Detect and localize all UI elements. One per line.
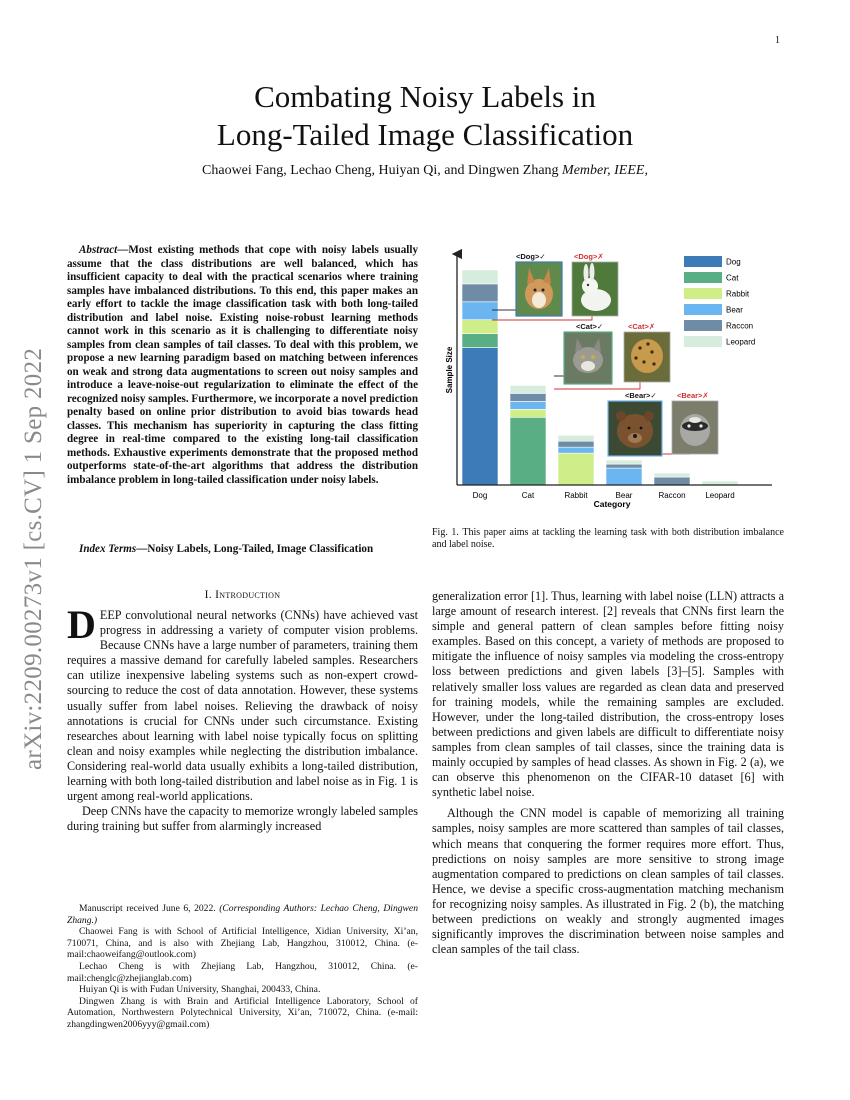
bar-bear-raccon [606,464,642,468]
legend-swatch-rabbit [684,288,722,299]
figure-caption: Fig. 1. This paper aims at tackling the learning task with both distribution imbalance and label noise. [432,527,784,550]
footnote-affiliation-zhang: Dingwen Zhang is with Brain and Artificial Intelligence Laboratory, School of Automation, Northwestern Polytechnical University, Xi’an, 710072, China. (e-mail: zhangdingwen2006yyy@gmail.com) [67,995,418,1030]
intro-right-column [432,589,784,957]
legend-swatch-raccon [684,320,722,331]
footnote-affiliation-qi: Huiyan Qi is with Fudan University, Shanghai, 200433, China. [79,984,321,996]
drop-cap: D [67,602,96,647]
cat-noisy-tag: <Cat>✗ [628,322,656,331]
abstract-text: —Most existing methods that cope with noisy labels usually assume that the class distributions are well balanced, which has insufficient capacity to deal with the practical scenarios where training samples have imbalanced distributions. To this end, this paper makes an early effort to tackle the image classification task with both long-tailed distribution and label noise. Existing noise-robust learning methods cannot work in this scenario as it is challenging to differentiate noisy samples from clean samples of tail classes. To deal with this problem, we propose a new learning paradigm based on matching between inferences on weak and strong data augmentations to screen out noisy samples and introduce a leave-noise-out regularization to eliminate the effect of the recognized noisy samples. Furthermore, we incorporate a novel prediction penalty based on online prior distribution to avoid bias towards head classes. This mechanism has superiority in capturing the class fitting degree in real-time compared to the existing long-tail classification methods. Exhaustive experiments demonstrate that the proposed method outperforms state-of-the-art algorithms that address the distribution imbalance problem in long-tailed classification under noisy labels. [67,244,418,486]
y-axis-label: Sample Size [445,346,454,394]
section-heading: I. Introduction [204,589,281,601]
x-axis-label: Category [593,499,631,509]
dog-noisy-thumbnail [572,262,618,316]
footnote-corresponding: (Corresponding Authors: Lechao Cheng, Dingwen Zhang.) [67,903,418,926]
bar-bear-bear [606,468,642,485]
x-tick-raccon: Raccon [658,491,686,500]
legend-swatch-leopard [684,336,722,347]
paper-title [0,78,850,154]
bar-rabbit-raccon [558,441,594,447]
abstract [67,244,418,487]
legend-label-leopard: Leopard [726,337,756,347]
intro-left-column [67,602,418,834]
intro-paragraph-3: generalization error [1]. Thus, learning with label noise (LLN) attracts a large amount of research interest. [2] reveals that CNNs first learn the simple and general pattern of clean samples before fitting noisy examples. Based on this concept, a variety of methods are proposed to mitigate the influence of noisy samples via modeling the cross-entropy loss between predictions and given labels [3]–[5]. Samples with relatively smaller loss values are regarded as clean data and preserved for training models, while the remaining samples are excluded. However, under the long-tailed distribution, the cross-entropy loses between predictions and given labels are difficult to differentiate noisy samples from clean samples of tail classes, since the training data is mainly occupied by samples of head classes. As shown in Fig. 2 (a), we can observe this phenomenon on the CIFAR-10 dataset [6] with synthetic label noise. [432,589,784,800]
bar-dog-rabbit [462,320,498,334]
abstract-label: Abstract [79,244,118,256]
x-tick-cat: Cat [521,491,535,500]
footnote-affiliation-cheng: Lechao Cheng is with Zhejiang Lab, Hangzhou, 310012, China. (e-mail:chenglc@zhejianglab.com) [67,960,418,984]
footnote-affiliation-fang: Chaowei Fang is with School of Artificial Intelligence, Xidian University, Xi’an, 710071, China, and is also with Zhejiang Lab, Hangzhou, 310012, China. (e-mail:chaoweifang@outlook.com) [67,926,418,961]
legend-swatch-cat [684,272,722,283]
bar-dog-raccon [462,284,498,302]
dog-clean-tag: <Dog>✓ [516,252,546,261]
title-line-2: Long-Tailed Image Classification [216,117,634,152]
x-tick-rabbit: Rabbit [564,491,588,500]
arxiv-stamp: arXiv:2209.00273v1 [cs.CV] 1 Sep 2022 [20,347,47,770]
authors: Chaowei Fang, Lechao Cheng, Huiyan Qi, and Dingwen Zhang [202,163,559,178]
intro-paragraph-1-text: EEP convolutional neural networks (CNNs) have achieved vast progress in addressing a variety of computer vision problems. Because CNNs have a large number of parameters, training them requires a massive demand for carefully labeled samples. Researchers can utilize inexpensive labeling systems such as non-expert crowd-sourcing to reduce the cost of data annotation. However, these systems usually suffer from label noises. Relieving the drawback of noisy annotations is crucial for CNNs under such circumstance. Existing researches about learning with label noise typically focus on splitting clean and noisy examples while neglecting the distribution imbalance. Considering real-world data usually exhibits a long-tailed distribution, learning with both long-tailed distribution and label noise as in Fig. 1 is urgent among real-world applications. [67,608,418,804]
bar-cat-bear [510,401,546,409]
legend-label-rabbit: Rabbit [726,289,750,299]
bar-raccon-raccon [654,477,690,485]
x-tick-dog: Dog [472,491,488,500]
bar-bear-leopard [606,460,642,464]
cat-clean-thumbnail [564,332,612,384]
page-number: 1 [775,35,780,46]
cat-clean-tag: <Cat>✓ [576,322,604,331]
bar-dog-cat [462,334,498,348]
index-terms-text: —Noisy Labels, Long-Tailed, Image Classification [136,543,374,555]
bar-rabbit-rabbit [558,453,594,485]
footnotes [67,903,418,1031]
bear-clean-thumbnail [608,401,662,456]
bar-cat-rabbit [510,409,546,417]
x-tick-leopard: Leopard [705,491,735,500]
dog-clean-thumbnail [516,262,562,316]
bar-dog-dog [462,348,498,485]
legend-label-dog: Dog [726,257,741,267]
bear-clean-tag: <Bear>✓ [625,391,657,400]
bar-cat-cat [510,417,546,485]
footnote-manuscript [67,903,418,926]
bar-raccon-leopard [654,473,690,477]
title-line-1: Combating Noisy Labels in [254,79,596,114]
figure-1 [432,248,784,512]
legend-label-raccon: Raccon [726,321,754,331]
bear-noisy-thumbnail [672,401,718,454]
legend-swatch-bear [684,304,722,315]
bar-dog-leopard [462,270,498,284]
dog-noisy-tag: <Dog>✗ [574,252,604,261]
bear-noisy-tag: <Bear>✗ [677,391,709,400]
footnote-manuscript-text: Manuscript received June 6, 2022. [79,903,216,914]
bar-rabbit-leopard [558,435,594,441]
author-membership: Member, IEEE, [562,163,648,178]
index-terms-label: Index Terms [79,543,137,555]
bar-rabbit-bear [558,447,594,453]
legend-label-cat: Cat [726,273,739,283]
legend-label-bear: Bear [726,305,743,315]
cat-noisy-thumbnail [624,332,670,382]
bar-cat-raccon [510,393,546,401]
chart-legend [684,256,755,347]
bar-dog-bear [462,302,498,320]
intro-paragraph-1 [67,602,418,804]
bar-cat-leopard [510,385,546,393]
x-tick-bear: Bear [615,491,633,500]
intro-paragraph-2: Deep CNNs have the capacity to memorize wrongly labeled samples during training but suffer from alarmingly increased [67,804,418,834]
legend-swatch-dog [684,256,722,267]
author-list [0,163,850,179]
index-terms [67,543,418,555]
intro-paragraph-4: Although the CNN model is capable of memorizing all training samples, noisy samples are more scattered than samples of tail classes, which means that conquering the former requires more effort. Thus, predictions on noisy samples are more sensitive to strong image augmentation compared to predictions on clean samples of tail classes. Hence, we devise a specific cross-augmentation matching mechanism for recognizing noisy samples. As illustrated in Fig. 2 (b), the matching between predictions on weakly and strongly augmented images significantly improves the discrimination between noise samples and clean samples of the tail class. [432,806,784,957]
